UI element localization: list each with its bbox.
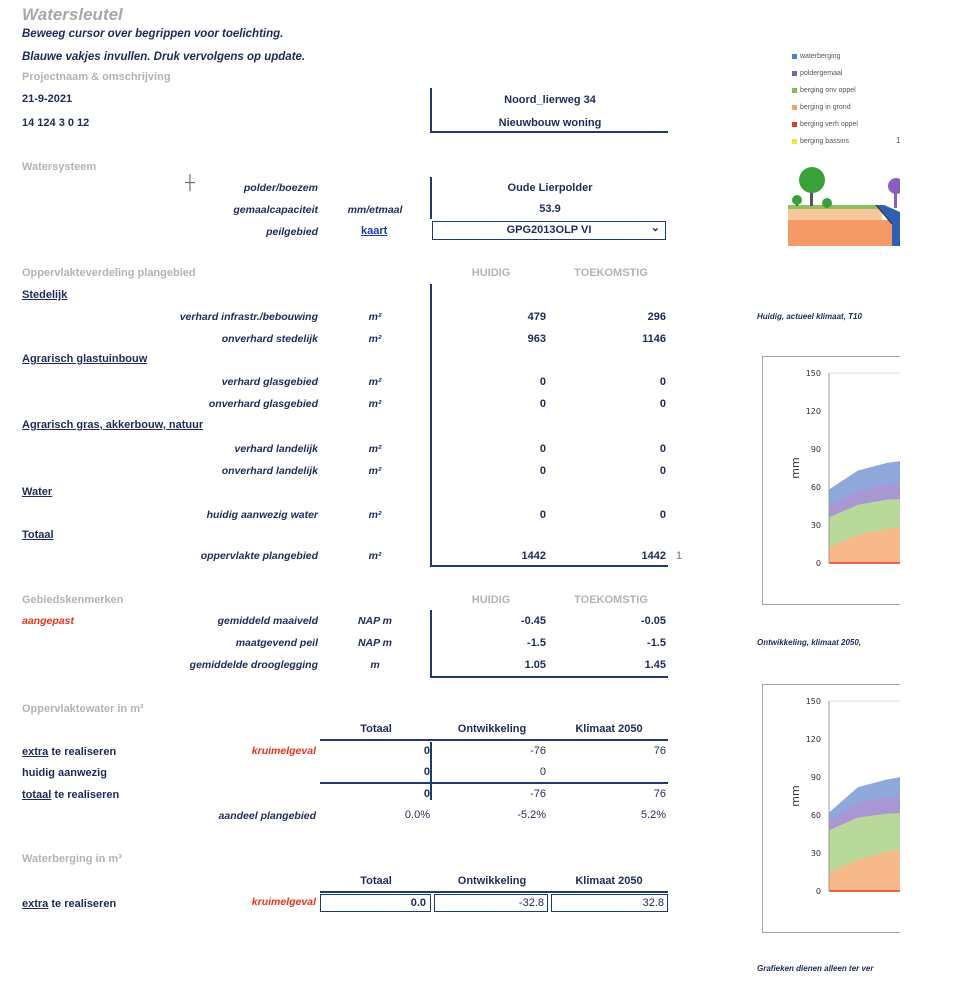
input-border-bottom xyxy=(430,131,668,133)
y-tick-label: 0 xyxy=(815,887,821,896)
kaart-link[interactable]: kaart xyxy=(361,225,388,237)
y-tick-label: 30 xyxy=(810,521,821,530)
row-label: gemiddeld maaiveld xyxy=(217,615,318,627)
gemaal-unit: mm/etmaal xyxy=(347,204,403,216)
totaal-huidig: 1442 xyxy=(521,550,546,562)
aandeel-ontwikkeling: -5.2% xyxy=(517,809,546,821)
legend-item xyxy=(792,48,858,65)
gemaal-label: gemaalcapaciteit xyxy=(233,204,318,216)
project-section-title: Projectnaam & omschrijving xyxy=(22,71,171,83)
row-toekomstig-input[interactable]: -0.05 xyxy=(640,615,666,627)
water-header: Water xyxy=(22,486,53,498)
row-toekomstig-input[interactable]: 0 xyxy=(659,376,666,388)
row-label: verhard glasgebied xyxy=(221,376,318,388)
totaal-rest: te realiseren xyxy=(51,789,120,801)
row-label: onverhard stedelijk xyxy=(221,333,318,345)
chart-legend xyxy=(792,48,858,150)
legend-swatch xyxy=(792,122,797,127)
instruction-line-2: Blauwe vakjes invullen. Druk vervolgens op update. xyxy=(22,51,306,63)
y-tick-label: 120 xyxy=(805,735,821,744)
y-tick-label: 60 xyxy=(810,811,821,820)
berging-extra-rest: te realiseren xyxy=(48,898,117,910)
row-toekomstig-input[interactable]: 0 xyxy=(659,509,666,521)
legend-item xyxy=(792,82,858,99)
watersysteem-section-title: Watersysteem xyxy=(22,161,97,173)
row-unit: m² xyxy=(368,333,382,345)
legend-item xyxy=(792,133,858,150)
table-sum-line xyxy=(320,782,668,784)
chart2-box xyxy=(762,684,914,933)
peil-label: peilgebied xyxy=(266,226,318,238)
gebied-section-title: Gebiedskenmerken xyxy=(22,594,124,606)
kruimelgeval-note: kruimelgeval xyxy=(251,896,316,908)
grass-layer xyxy=(788,205,882,209)
cursor-crosshair-icon: ┼ xyxy=(185,174,195,190)
stedelijk-header: Stedelijk xyxy=(22,289,68,301)
glastuinbouw-header: Agrarisch glastuinbouw xyxy=(22,353,148,365)
row-unit: NAP m xyxy=(357,615,393,627)
y-tick-label: 0 xyxy=(815,559,821,568)
kruimelgeval-note: kruimelgeval xyxy=(251,745,316,757)
input-border-bottom xyxy=(430,565,668,567)
berging-extra-underlined: extra xyxy=(22,898,49,910)
instruction-line-1: Beweeg cursor over begrippen voor toelichting. xyxy=(22,28,284,40)
chevron-down-icon: ⌄ xyxy=(650,222,660,234)
project-date: 21-9-2021 xyxy=(22,93,73,105)
row-huidig-input[interactable]: 0 xyxy=(539,509,546,521)
row-huidig-value: 1.05 xyxy=(524,659,546,671)
col-ontwikkeling: Ontwikkeling xyxy=(457,723,527,735)
legend-swatch xyxy=(792,71,797,76)
berging-klimaat: 32.8 xyxy=(642,897,664,909)
table-header-line xyxy=(320,739,668,741)
row-unit: m xyxy=(370,659,380,671)
chart2-caption: Ontwikkeling, klimaat 2050, xyxy=(757,638,862,647)
y-tick-label: 60 xyxy=(810,483,821,492)
row-toekomstig-input[interactable]: 296 xyxy=(647,311,666,323)
legend-label: berging verh oppel xyxy=(800,121,858,128)
row-huidig-input[interactable]: 0 xyxy=(539,398,546,410)
aandeel-klimaat: 5.2% xyxy=(640,809,666,821)
bush-icon xyxy=(792,195,802,205)
legend-swatch xyxy=(792,139,797,144)
project-description-input[interactable]: Nieuwbouw woning xyxy=(498,117,602,129)
legend-swatch xyxy=(792,54,797,59)
row-label: verhard infrastr./bebouwing xyxy=(179,311,318,323)
legend-item xyxy=(792,116,858,133)
row-label: gemiddelde drooglegging xyxy=(189,659,318,671)
row-toekomstig-input[interactable]: 1146 xyxy=(642,333,666,345)
bush-icon xyxy=(822,198,832,208)
legend-swatch xyxy=(792,88,797,93)
oppwater-section-title: Oppervlaktewater in m² xyxy=(22,703,144,715)
legend-label: berging onv oppel xyxy=(800,87,856,94)
y-tick-label: 150 xyxy=(805,369,821,378)
row-unit: m² xyxy=(368,398,382,410)
chart1-svg xyxy=(763,357,913,604)
row-huidig-input[interactable]: 0 xyxy=(539,465,546,477)
y-tick-label: 150 xyxy=(805,697,821,706)
project-code: 14 124 3 0 12 xyxy=(22,117,90,129)
legend-label: poldergemaal xyxy=(800,70,843,77)
landelijk-header: Agrarisch gras, akkerbouw, natuur xyxy=(22,419,204,431)
row-huidig-input[interactable]: 479 xyxy=(527,311,546,323)
berging-ontwikkeling: -32.8 xyxy=(518,897,544,909)
row-label: verhard landelijk xyxy=(234,443,318,455)
legend-label: berging in grond xyxy=(800,104,851,111)
row-toekomstig-input[interactable]: 0 xyxy=(659,443,666,455)
y-tick-label: 120 xyxy=(805,407,821,416)
row-toekomstig-input[interactable]: -1.5 xyxy=(647,637,666,649)
totaal-totaal: 0 xyxy=(423,788,430,800)
totaal-ontwikkeling: -76 xyxy=(530,788,546,800)
huidig-ontwikkeling: 0 xyxy=(539,766,546,778)
aangepast-note: aangepast xyxy=(22,615,74,627)
row-unit: m² xyxy=(368,465,382,477)
row-label: huidig aanwezig water xyxy=(206,509,318,521)
row-unit: m² xyxy=(368,443,382,455)
legend-item xyxy=(792,65,858,82)
col-huidig: HUIDIG xyxy=(471,594,511,606)
extra-klimaat: 76 xyxy=(653,745,666,757)
watersystem-illustration xyxy=(788,162,900,246)
row-unit: m² xyxy=(368,376,382,388)
chart2-svg xyxy=(763,685,913,932)
totaal-toekomstig: 1442 xyxy=(641,550,666,562)
row-label: onverhard landelijk xyxy=(221,465,318,477)
col-totaal: Totaal xyxy=(360,723,392,735)
input-border-left xyxy=(430,284,432,567)
row-toekomstig-input[interactable]: 0 xyxy=(659,398,666,410)
chart1-box xyxy=(762,356,914,605)
totaal-klimaat: 76 xyxy=(653,788,666,800)
peilgebied-dropdown[interactable] xyxy=(432,221,666,240)
row-huidig-input[interactable]: -1.5 xyxy=(527,637,546,649)
extra-ontwikkeling: -76 xyxy=(530,745,546,757)
row-label: maatgevend peil xyxy=(235,637,318,649)
row-unit: m² xyxy=(368,509,382,521)
totaal-underlined: totaal xyxy=(22,789,52,801)
waterberging-section-title: Waterberging in m³ xyxy=(22,853,122,865)
y-axis-label: mm xyxy=(789,785,802,807)
huidig-totaal: 0 xyxy=(423,766,430,778)
table-header-line xyxy=(320,891,668,893)
y-tick-label: 90 xyxy=(810,445,821,454)
aandeel-totaal: 0.0% xyxy=(404,809,430,821)
polder-input[interactable]: Oude Lierpolder xyxy=(507,182,593,194)
y-axis-label: mm xyxy=(789,457,802,479)
row-label: oppervlakte plangebied xyxy=(200,550,318,562)
col-klimaat: Klimaat 2050 xyxy=(575,875,643,887)
row-huidig-input[interactable]: -0.45 xyxy=(520,615,546,627)
legend-label: berging bassins xyxy=(800,138,850,145)
extra-underlined: extra xyxy=(22,746,49,758)
aandeel-label: aandeel plangebied xyxy=(218,810,316,822)
input-border-bottom xyxy=(430,676,668,678)
col-toekomstig: TOEKOMSTIG xyxy=(574,594,648,606)
tree-icon xyxy=(799,167,825,193)
legend-extra: 1 xyxy=(896,136,901,145)
extra-te-realiseren-label xyxy=(22,746,116,758)
berging-totaal: 0.0 xyxy=(410,897,426,909)
y-tick-label: 30 xyxy=(810,849,821,858)
extra-rest: te realiseren xyxy=(48,746,117,758)
row-huidig-input[interactable]: 0 xyxy=(539,443,546,455)
row-unit: m² xyxy=(368,550,382,562)
extra-totaal: 0 xyxy=(423,745,430,757)
legend-label: waterberging xyxy=(800,53,841,60)
polder-label: polder/boezem xyxy=(243,182,318,194)
legend-swatch xyxy=(792,105,797,110)
col-totaal: Totaal xyxy=(360,875,392,887)
soil-layer xyxy=(788,220,900,246)
row-label: onverhard glasgebied xyxy=(208,398,318,410)
row-huidig-input[interactable]: 963 xyxy=(527,333,546,345)
peilgebied-value: GPG2013OLP VI xyxy=(506,224,592,236)
berging-extra-label xyxy=(22,898,116,910)
input-border-left xyxy=(430,610,432,678)
col-divider xyxy=(430,784,432,800)
row-unit: m² xyxy=(368,311,382,323)
row-unit: NAP m xyxy=(357,637,393,649)
col-ontwikkeling: Ontwikkeling xyxy=(457,875,527,887)
col-huidig: HUIDIG xyxy=(471,267,511,279)
app-title: Watersleutel xyxy=(22,5,123,24)
col-toekomstig: TOEKOMSTIG xyxy=(574,267,648,279)
oppervlak-section-title: Oppervlakteverdeling plangebied xyxy=(22,267,196,279)
topsoil-layer xyxy=(788,208,882,220)
y-tick-label: 90 xyxy=(810,773,821,782)
pump-pipe xyxy=(894,188,897,208)
row-toekomstig-value: 1.45 xyxy=(644,659,666,671)
col-klimaat: Klimaat 2050 xyxy=(575,723,643,735)
col-divider xyxy=(430,742,432,782)
huidig-aanwezig-label: huidig aanwezig xyxy=(22,767,107,779)
gemaal-input[interactable]: 53.9 xyxy=(539,203,561,215)
totaal-te-realiseren-label xyxy=(22,789,119,801)
totaal-header: Totaal xyxy=(22,529,54,541)
charts-footer: Grafieken dienen alleen ter ver xyxy=(757,964,874,973)
totaal-marker: 1 xyxy=(676,550,683,562)
right-margin xyxy=(900,0,954,985)
row-huidig-input[interactable]: 0 xyxy=(539,376,546,388)
project-name-input[interactable]: Noord_lierweg 34 xyxy=(504,94,596,106)
chart1-caption: Huidig, actueel klimaat, T10 xyxy=(757,312,862,321)
row-toekomstig-input[interactable]: 0 xyxy=(659,465,666,477)
legend-item xyxy=(792,99,858,116)
